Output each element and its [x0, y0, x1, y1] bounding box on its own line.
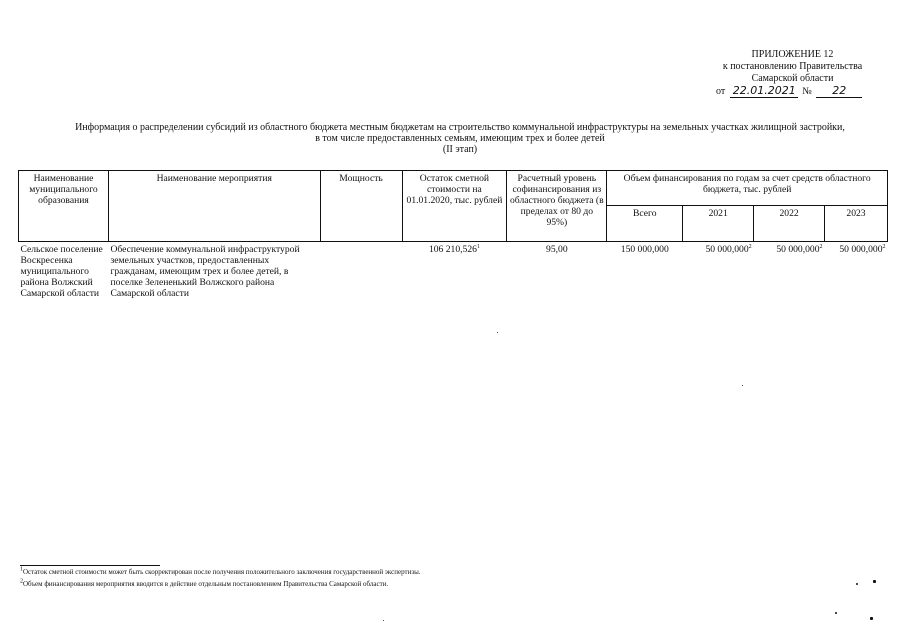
appendix-line-3: Самарской области [751, 73, 834, 84]
appendix-block [700, 49, 885, 85]
cell-remaining-cost [402, 242, 507, 302]
footnote-1-text: Остаток сметной стоимости может быть скорректирован после получения положительного заключения государственной экспертизы. [23, 568, 421, 576]
header-2022: 2022 [754, 206, 825, 242]
cell-2023 [825, 242, 888, 302]
scan-speck [383, 620, 384, 621]
cell-activity: Обеспечение коммунальной инфраструктурой земельных участков, предоставленных гражданам, имеющим трех и более детей, в поселке Зелененький Волжского района Самарской области [110, 244, 300, 299]
cell-cofinancing: 95,00 [546, 244, 568, 255]
scan-speck [856, 583, 858, 585]
cell-total: 150 000,000 [620, 244, 669, 255]
header-total: Всего [607, 206, 683, 242]
header-remaining-cost: Остаток сметной стоимости на 01.01.2020, тыс. рублей [402, 171, 507, 242]
cell-municipality: Сельское поселение Воскресенка муниципального района Волжский Самарской области [20, 244, 103, 299]
subsidy-table [18, 170, 888, 301]
date-prefix: от [716, 86, 726, 97]
handwritten-number: 22 [816, 84, 862, 98]
value-2023: 50 000,000 [839, 244, 883, 255]
scan-speck [873, 580, 876, 583]
footnote-ref-2022: 2 [819, 243, 823, 250]
scan-speck [835, 612, 837, 614]
header-cofinancing: Расчетный уровень софинансирования из областного бюджета (в пределах от 80 до 95%) [507, 171, 607, 242]
header-2021: 2021 [683, 206, 754, 242]
appendix-date-line [716, 84, 864, 98]
remaining-cost-value: 106 210,526 [428, 244, 477, 255]
cell-capacity [320, 242, 402, 302]
value-2022: 50 000,000 [776, 244, 820, 255]
scan-speck [742, 385, 743, 386]
appendix-title: ПРИЛОЖЕНИЕ 12 [751, 49, 834, 60]
title-line-3: (II этап) [442, 144, 478, 155]
document-title [30, 122, 890, 155]
footnote-divider [20, 565, 160, 566]
table-row [19, 242, 888, 302]
footnote-2-mark: 2 [20, 578, 23, 585]
cell-2021 [683, 242, 754, 302]
header-financing-group: Объем финансирования по годам за счет средств областного бюджета, тыс. рублей [607, 171, 888, 206]
header-activity: Наименование мероприятия [108, 171, 320, 242]
appendix-line-2: к постановлению Правительства [722, 61, 863, 72]
footnote-1 [20, 568, 421, 576]
scan-speck [497, 332, 498, 333]
header-row-1 [19, 171, 888, 206]
header-capacity: Мощность [320, 171, 402, 242]
footnote-ref-1: 1 [476, 243, 480, 250]
title-line-2: в том числе предоставленных семьям, имеющим трех и более детей [315, 133, 605, 144]
footnote-2-text: Объем финансирования мероприятия вводится в действие отдельным постановлением Правительства Самарской области. [23, 580, 389, 588]
title-line-1: Информация о распределении субсидий из областного бюджета местным бюджетам на строительство коммунальной инфраструктуры на земельных участках жилищной застройки, [75, 122, 845, 133]
scan-speck [870, 617, 873, 620]
value-2021: 50 000,000 [705, 244, 749, 255]
footnote-ref-2023: 2 [882, 243, 886, 250]
header-municipality: Наименование муниципального образования [19, 171, 109, 242]
number-prefix: № [802, 86, 812, 97]
cell-2022 [754, 242, 825, 302]
footnote-1-mark: 1 [20, 566, 23, 573]
footnote-ref-2021: 2 [748, 243, 752, 250]
header-2023: 2023 [825, 206, 888, 242]
handwritten-date: 22.01.2021 [730, 84, 798, 98]
footnote-2 [20, 580, 388, 588]
